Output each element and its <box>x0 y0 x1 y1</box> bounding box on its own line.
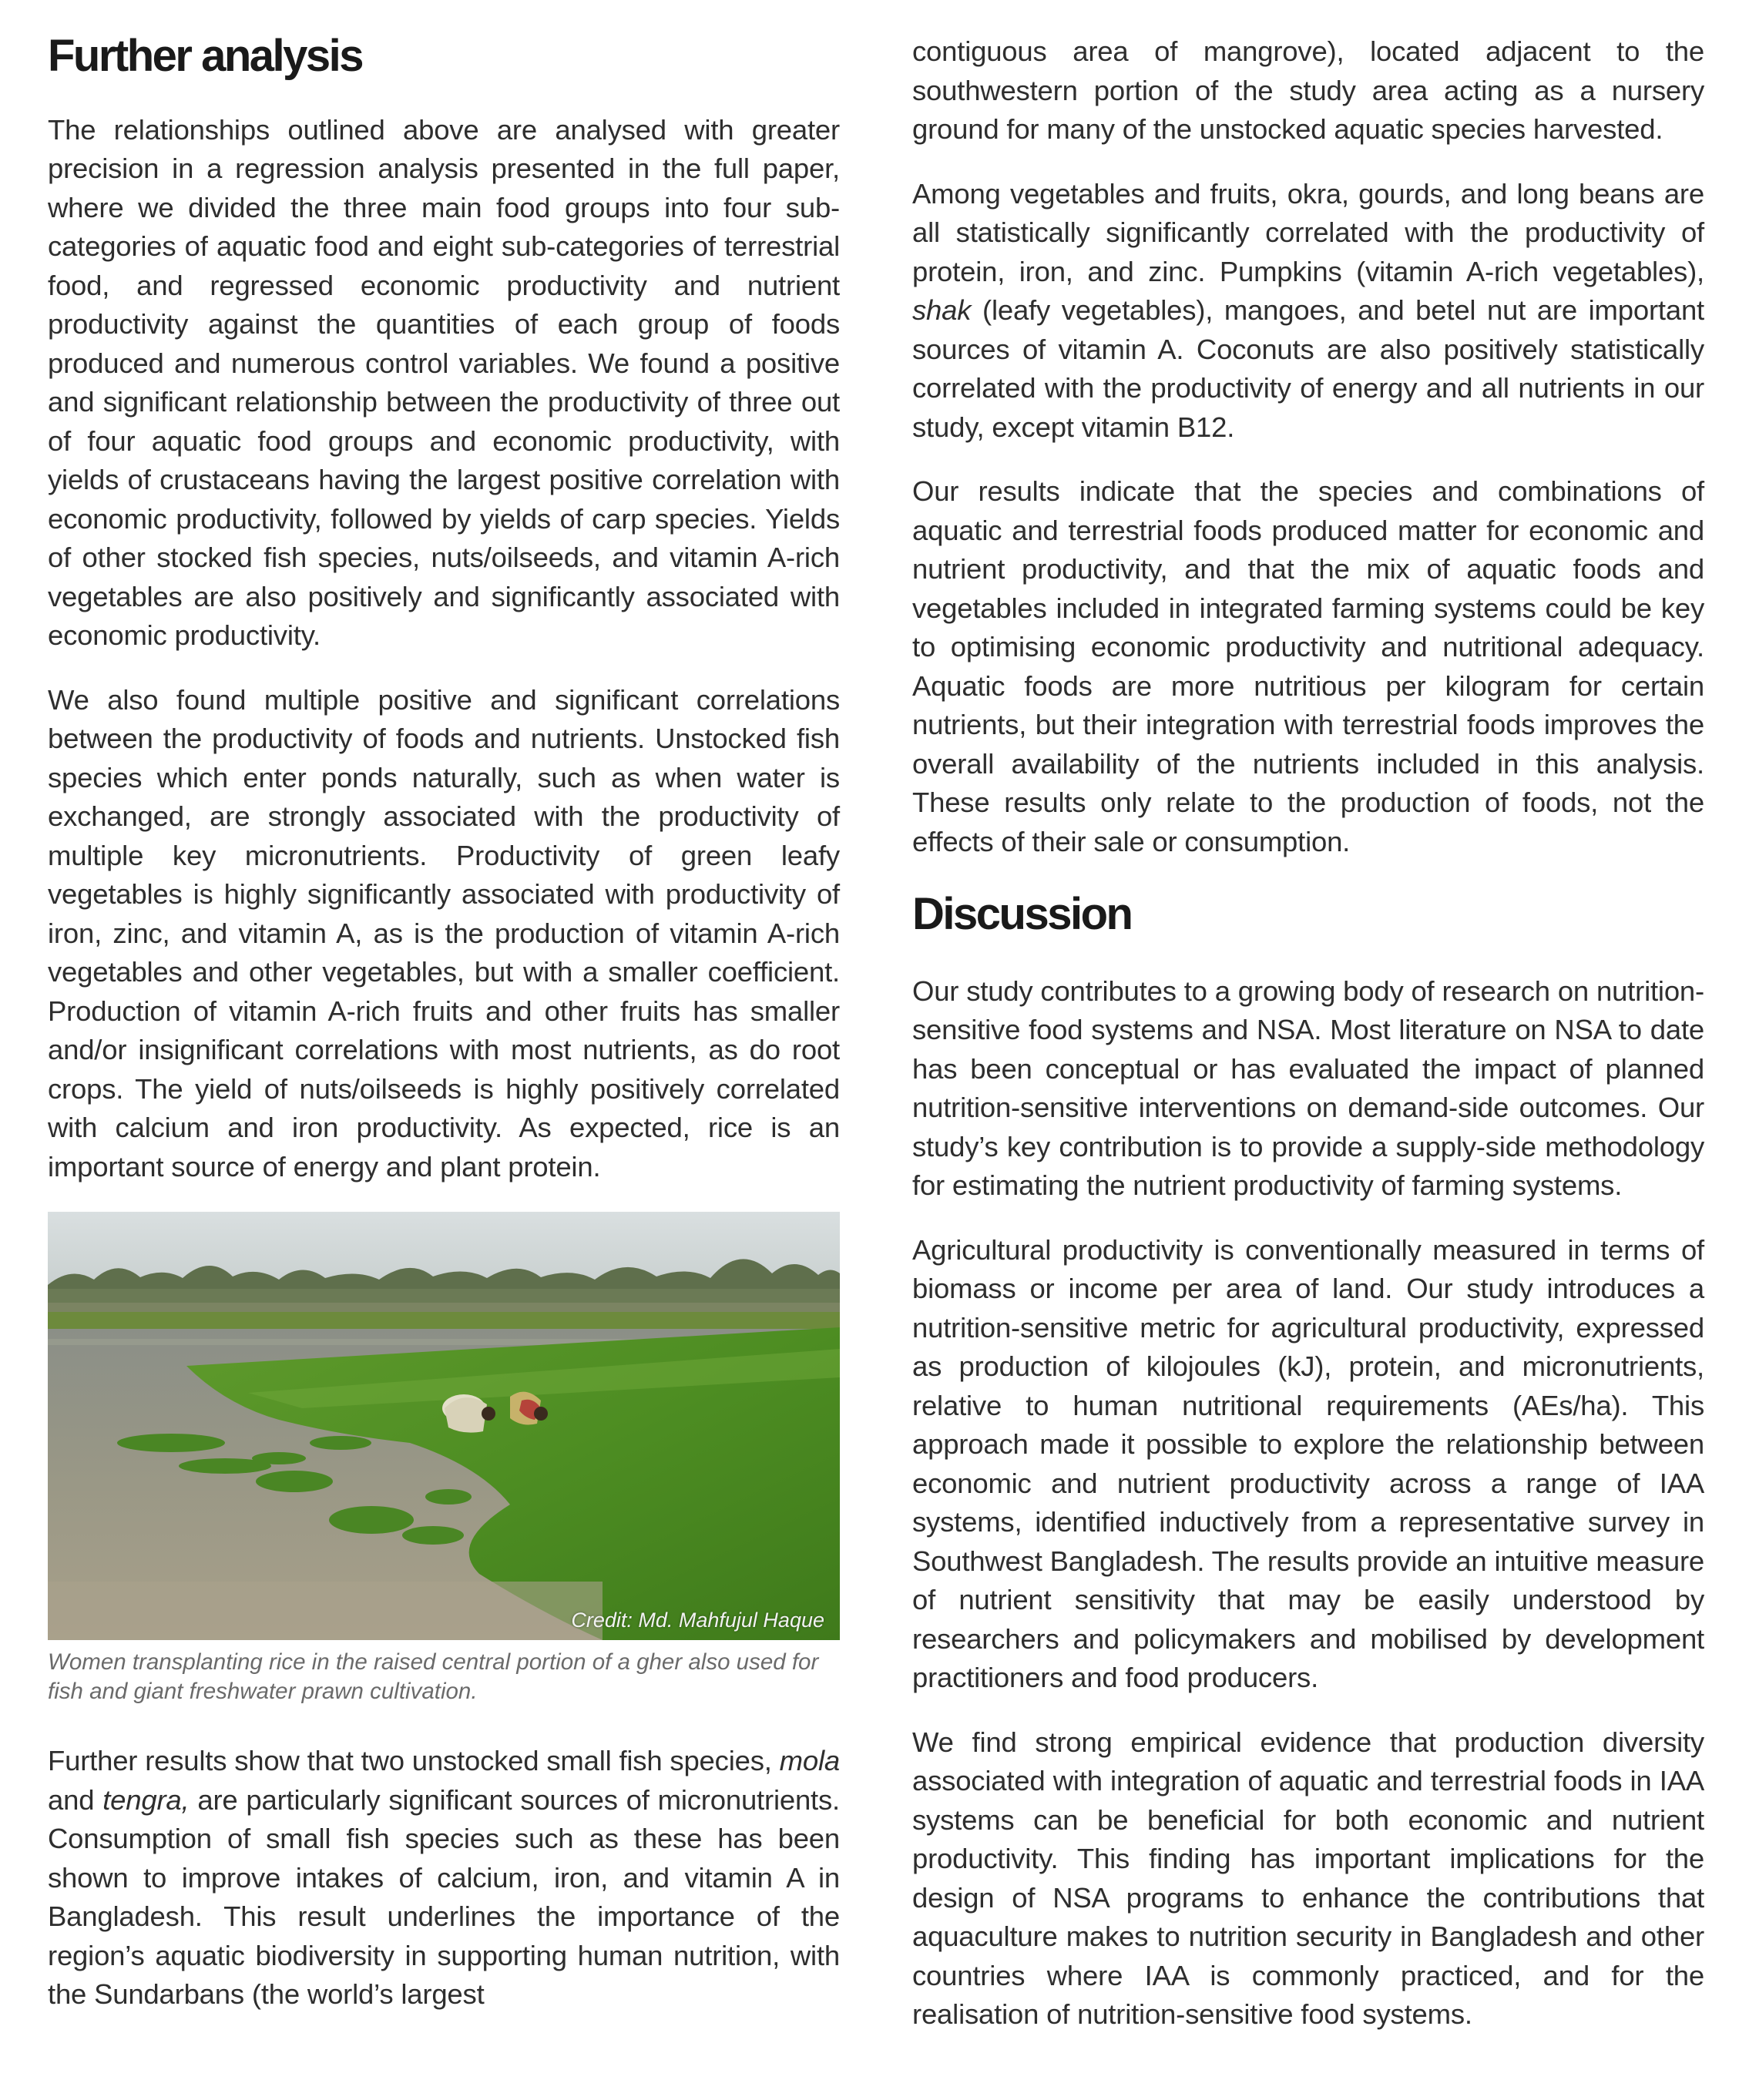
paragraph: The relationships outlined above are analysed with greater precision in a regression analysis presented in the full paper, where we divided the three main food groups into four sub-categories of aquatic food and eight sub-categories of terrestrial food, and regressed economic productivity and nutrient productivity against the quantities of each group of foods produced and numerous control variables. We found a positive and significant relationship between the productivity of three out of four aquatic food groups and economic productivity, with yields of crustaceans having the largest positive correlation with economic productivity, followed by yields of carp species. Yields of other stocked fish species, nuts/oilseeds, and vitamin A-rich vegetables are also positively and significantly associated with economic productivity. <box>48 113 840 652</box>
figure <box>48 1212 840 1706</box>
paragraph: We also found multiple positive and significant correlations between the productivity of foods and nutrients. Unstocked fish species which enter ponds naturally, such as when water is exchanged, are strongly associated with the productivity of multiple key micronutrients. Productivity of green leafy vegetables is highly significantly associated with productivity of iron, zinc, and vitamin A, as is the production of vitamin A-rich vegetables and other vegetables, but with a smaller coefficient. Production of vitamin A-rich fruits and other fruits has smaller and/or insignificant correlations with most nutrients, as do root crops. The yield of nuts/oilseeds is highly positively correlated with calcium and iron productivity. As expected, rice is an important source of energy and plant protein. <box>48 683 840 1183</box>
figure-caption: Women transplanting rice in the raised central portion of a gher also used for fish and giant freshwater prawn cultivation. <box>48 1649 819 1705</box>
left-column <box>48 0 840 2040</box>
rice-transplanting-photo <box>48 1212 840 1640</box>
paragraph <box>912 175 1704 448</box>
paragraph: We find strong empirical evidence that production diversity associated with integration of aquatic and terrestrial foods in IAA systems can be beneficial for both economic and nutrient productivity. This finding has important implications for the design of NSA programs to enhance the contributions that aquaculture makes to nutrition security in Bangladesh and other countries where IAA is commonly practiced, and for the realisation of nutrition-sensitive food systems. <box>912 1726 1704 2031</box>
paragraph: Our study contributes to a growing body of research on nutrition-sensitive food systems and NSA. Most literature on NSA to date has been conceptual or has evaluated the impact of planned nutrition-sensitive interventions on demand-side outcomes. Our study’s key contribution is to provide a supply-side methodology for estimating the nutrient productivity of farming systems. <box>912 975 1704 1202</box>
paragraph-text: Further results show that two unstocked small fish species, <box>48 1745 780 1777</box>
paragraph: Agricultural productivity is conventionally measured in terms of biomass or income per area of land. Our study introduces a nutrition-sensitive metric for agricultural productivity, expressed as production of kilojoules (kJ), protein, and micronutrients, relative to human nutritional requirements (AEs/ha). This approach made it possible to explore the relationship between economic and nutrient productivity across a range of IAA systems, identified inductively from a representative survey in Southwest Bangladesh. The results provide an intuitive measure of nutrient sensitivity that may be easily understood by researchers and policymakers and mobilised by development practitioners and food producers. <box>912 1233 1704 1694</box>
paragraph-text: (leafy vegetables), mangoes, and betel nut are important sources of vitamin A. Coconuts are also positively statistically correlated with the productivity of energy and all nutrients in our study, except vitamin B12. <box>912 294 1704 443</box>
species-name: tengra, <box>102 1783 190 1816</box>
paragraph-text: Among vegetables and fruits, okra, gourds, and long beans are all statistically significantly correlated with the productivity of protein, iron, and zinc. Pumpkins (vitamin A-rich vegetables), <box>912 177 1704 287</box>
right-column <box>912 0 1704 2060</box>
paragraph <box>48 1742 840 2014</box>
paragraph: contiguous area of mangrove), located adjacent to the southwestern portion of the study area acting as a nursery ground for many of the unstocked aquatic species harvested. <box>912 35 1704 145</box>
photo-credit: Credit: Md. Mahfujul Haque <box>571 1609 824 1632</box>
section-heading-further-analysis: Further analysis <box>48 31 363 81</box>
species-name: mola <box>779 1745 840 1777</box>
section-heading-discussion: Discussion <box>912 889 1132 939</box>
local-term: shak <box>912 294 972 326</box>
paragraph: Our results indicate that the species and combinations of aquatic and terrestrial foods produced matter for economic and nutrient productivity, and that the mix of aquatic foods and vegetables included in integrated farming systems could be key to optimising economic productivity and nutritional adequacy. Aquatic foods are more nutritious per kilogram for certain nutrients, but their integration with terrestrial foods improves the overall availability of the nutrients included in this analysis. These results only relate to the production of foods, not the effects of their sale or consumption. <box>912 475 1704 857</box>
paragraph-text: are particularly significant sources of micronutrients. Consumption of small fish species such as these has been shown to improve intakes of calcium, iron, and vitamin A in Bangladesh. This result underlines the importance of the region’s aquatic biodiversity in supporting human nutrition, with the Sundarbans (the world’s largest <box>48 1783 840 2011</box>
paragraph-text: and <box>48 1783 103 1816</box>
